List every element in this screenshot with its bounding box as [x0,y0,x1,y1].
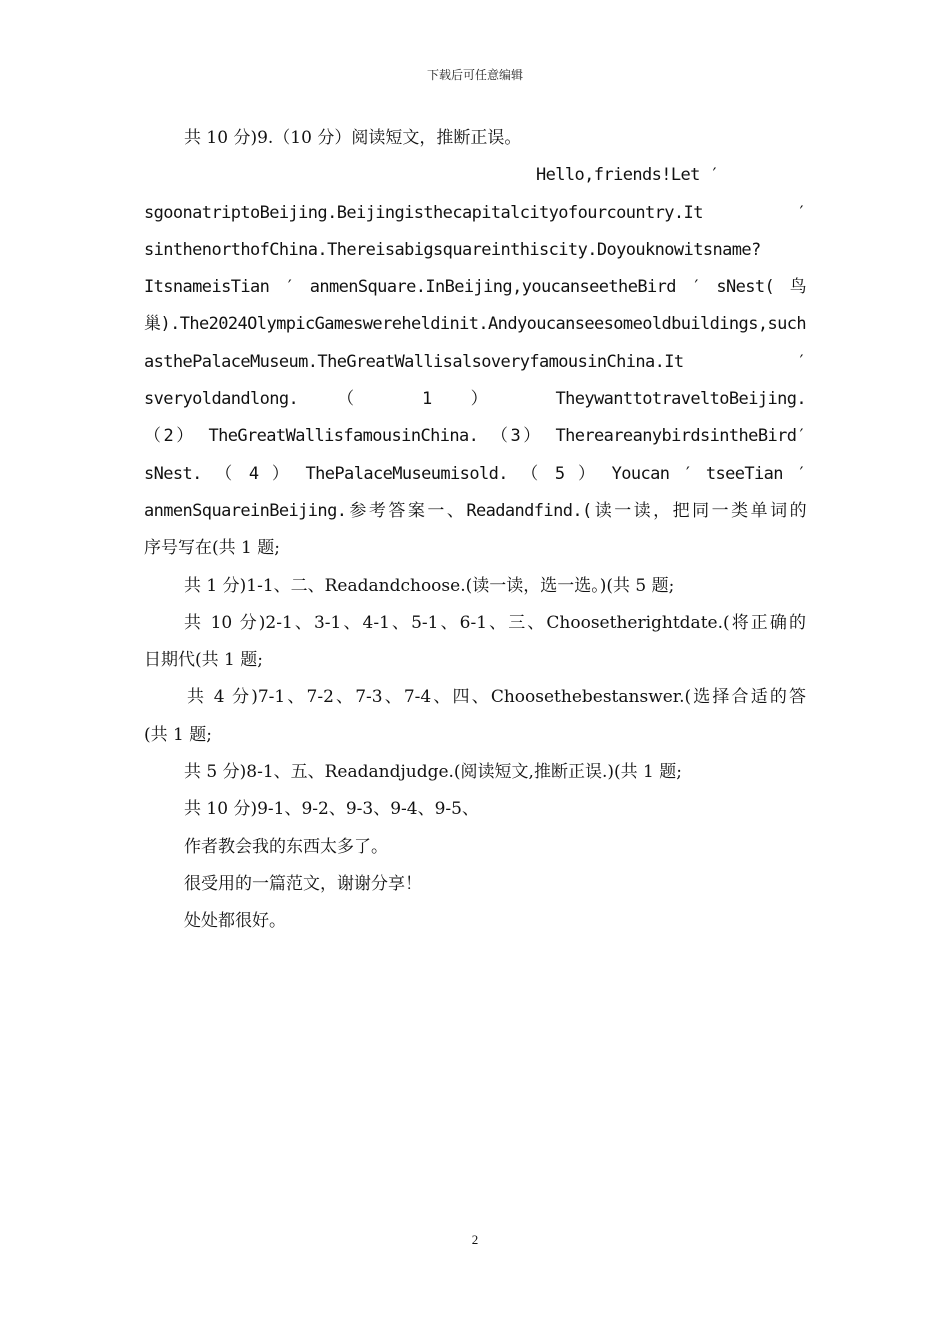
text-line: Hello,friends!Let ′ [536,165,720,186]
text-line: ItsnameisTian ′ anmenSquare.InBeijing,youcanseetheBird ′ sNest( 鸟 [144,277,806,298]
text-line: 很受用的一篇范文，谢谢分享！ [184,873,422,894]
document-body [144,120,806,941]
text-line: anmenSquareinBeijing.参考答案一、Readandfind.(读一读，把同一类单词的 [144,500,806,521]
text-line: 巢).The2024OlympicGameswereheldinit.Andyoucanseesomeoldbuildings,such [144,314,806,335]
text-line: 共 10 分)2-1、3-1、4-1、5-1、6-1、三、Choosetherightdate.(将正确的 [184,612,806,633]
page-number: 2 [471,1232,479,1247]
page-header: 下载后可任意编辑 [426,68,523,82]
text-line: 共 1 分)1-1、二、Readandchoose.(读一读，选一选。)(共 5 题; [184,575,675,596]
text-line: 处处都很好。 [184,911,286,932]
text-line: 日期代(共 1 题; [144,650,263,671]
text-line: sNest. （ 4 ） ThePalaceMuseumisold. （ 5 ） Youcan ′ tseeTian ′ [144,463,806,484]
text-line: sgoonatriptoBeijing.Beijingisthecapitalcityofourcountry.It ′ [144,202,806,223]
text-line: 共 5 分)8-1、五、Readandjudge.(阅读短文,推断正误.)(共 1 题; [184,762,682,783]
text-line: 共 10 分)9.（10 分）阅读短文，推断正误。 [184,128,522,148]
text-line: 序号写在(共 1 题; [144,538,280,559]
text-line: (共 1 题; [144,724,212,745]
text-line: 共 4 分)7-1、7-2、7-3、7-4、四、Choosethebestanswer.(选择合适的答 [187,687,806,708]
text-line: asthePalaceMuseum.TheGreatWallisalsoveryfamousinChina.It ′ [144,351,806,372]
text-line: 共 10 分)9-1、9-2、9-3、9-4、9-5、 [184,799,479,820]
text-line: （2） TheGreatWallisfamousinChina. （3） ThereareanybirdsintheBird′ [144,426,806,447]
text-line: 作者教会我的东西太多了。 [184,836,388,857]
text-line: sveryoldandlong. （ 1 ） TheywanttotraveltoBeijing. [144,389,806,410]
text-line: sinthenorthofChina.Thereisabigsquareinthiscity.Doyouknowitsname? [144,239,761,260]
